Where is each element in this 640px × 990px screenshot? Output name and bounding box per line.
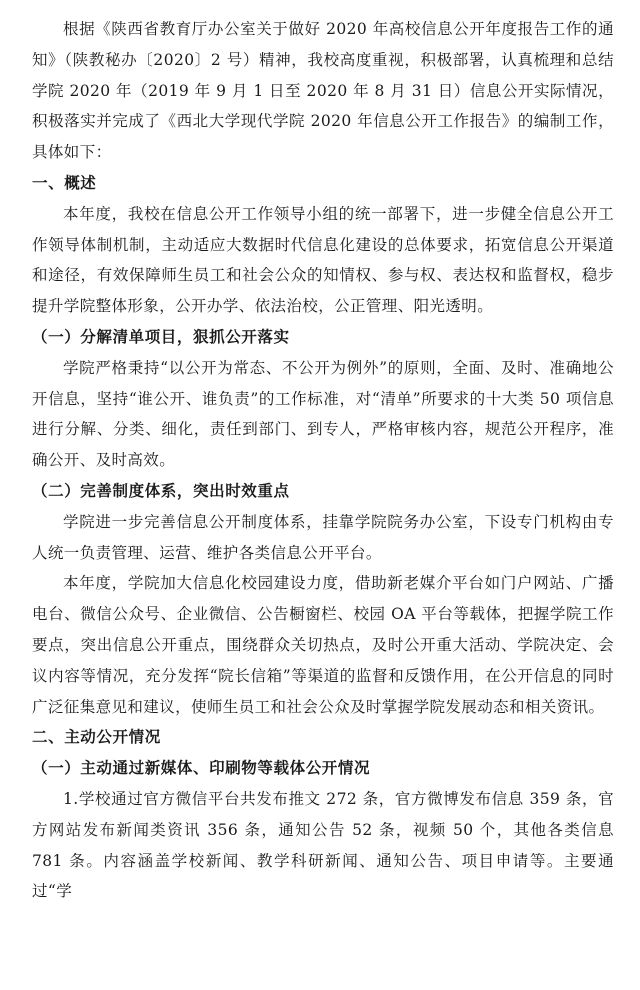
subsection-heading-3: （一）主动通过新媒体、印刷物等载体公开情况	[32, 759, 371, 778]
subsection-heading-2: （二）完善制度体系，突出时效重点	[32, 481, 290, 500]
subsection-2-paragraph-1: 学院进一步完善信息公开制度体系，挂靠学院院务办公室，下设专门机构由专人统一负责管理、运营、维护各类信息公开平台。	[32, 512, 614, 562]
overview-paragraph: 本年度，我校在信息公开工作领导小组的统一部署下，进一步健全信息公开工作领导体制机制，主动适应大数据时代信息化建设的总体要求，拓宽信息公开渠道和途径，有效保障师生员工和社会公众的知情权、参与权、表达权和监督权，稳步提升学院整体形象，公开办学、依法治校，公正管理、阳光透明。	[32, 204, 614, 316]
section-heading-active-disclosure: 二、主动公开情况	[32, 728, 161, 747]
section-heading-overview: 一、概述	[32, 173, 97, 192]
subsection-1-paragraph: 学院严格秉持“以公开为常态、不公开为例外”的原则，全面、及时、准确地公开信息，坚持“谁公开、谁负责”的工作标准，对“清单”所要求的十大类 50 项信息进行分解、分类、细化，责任到部门、到专人，严格审核内容，规范公开程序，准确公开、及时高效。	[32, 358, 614, 470]
intro-paragraph: 根据《陕西省教育厅办公室关于做好 2020 年高校信息公开年度报告工作的通知》（陕教秘办〔2020〕2 号）精神，我校高度重视，积极部署，认真梳理和总结学院 2020 年（2019 年 9 月 1 日至 2020 年 8 月 31 日）信息公开实际情况，积极落实并完成了《西北大学现代学院 2020 年信息公开工作报告》的编制工作，具体如下：	[32, 20, 614, 162]
subsection-heading-1: （一）分解清单项目，狠抓公开落实	[32, 327, 290, 346]
subsection-2-paragraph-2: 本年度，学院加大信息化校园建设力度，借助新老媒介平台如门户网站、广播电台、微信公众号、企业微信、公告橱窗栏、校园 OA 平台等载体，把握学院工作要点，突出信息公开重点，围绕群众关切热点，及时公开重大活动、学院决定、会议内容等情况，充分发挥“院长信箱”等渠道的监督和反馈作用，在公开信息的同时广泛征集意见和建议，使师生员工和社会公众及时掌握学院发展动态和相关资讯。	[32, 574, 614, 716]
subsection-3-paragraph: 1.学校通过官方微信平台共发布推文 272 条，官方微博发布信息 359 条，官方网站发布新闻类资讯 356 条，通知公告 52 条，视频 50 个，其他各类信息 781 条。内容涵盖学校新闻、教学科研新闻、通知公告、项目申请等。主要通过“学	[32, 789, 614, 901]
